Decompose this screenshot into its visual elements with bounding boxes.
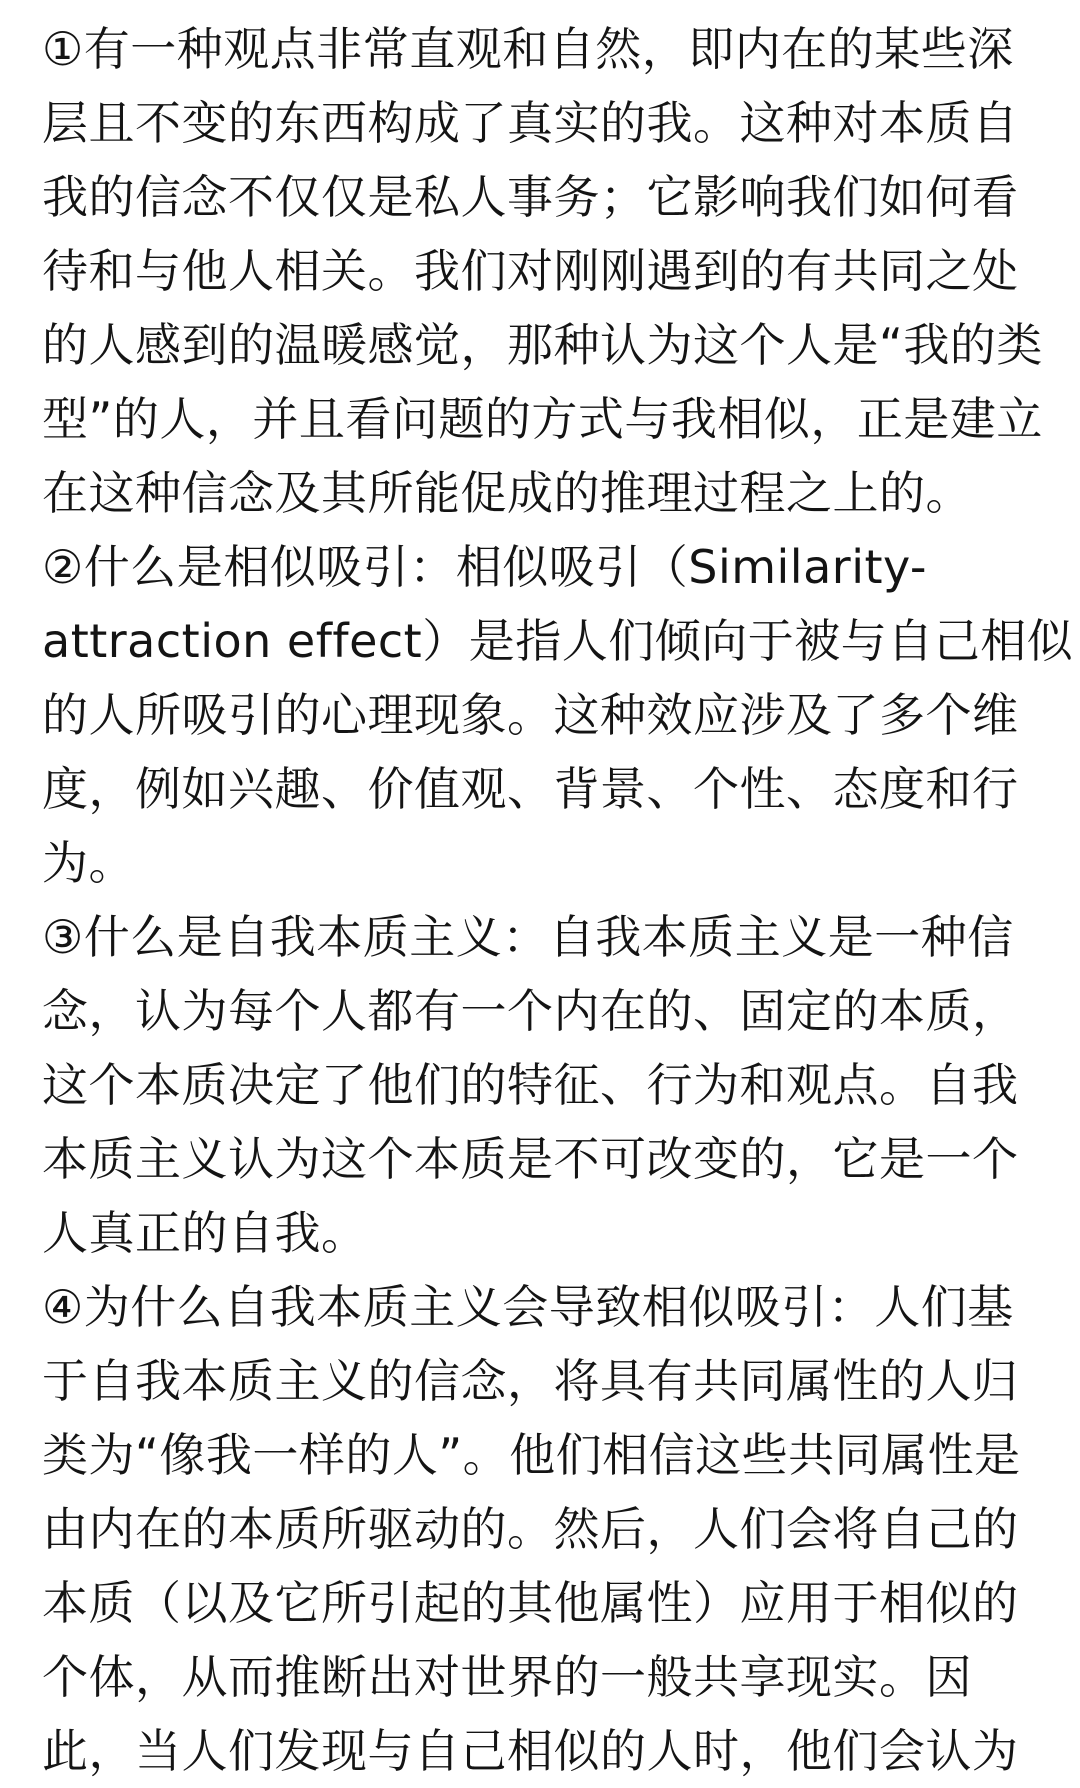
text-line: 待和与他人相关。我们对刚刚遇到的有共同之处 — [42, 244, 1019, 298]
article-text — [42, 12, 1074, 1788]
text-line: 的人感到的温暖感觉，那种认为这个人是“我的类 — [42, 318, 1043, 372]
text-line: attraction effect）是指人们倾向于被与自己相似 — [42, 614, 1074, 668]
text-line: ③什么是自我本质主义：自我本质主义是一种信 — [42, 910, 1014, 964]
text-line: 于自我本质主义的信念，将具有共同属性的人归 — [42, 1354, 1019, 1408]
text-line: 我的信念不仅仅是私人事务；它影响我们如何看 — [42, 170, 1019, 224]
text-line: 类为“像我一样的人”。他们相信这些共同属性是 — [42, 1428, 1021, 1482]
text-line: 念，认为每个人都有一个内在的、固定的本质， — [42, 984, 1019, 1038]
text-line: 在这种信念及其所能促成的推理过程之上的。 — [42, 466, 972, 520]
text-line: ②什么是相似吸引：相似吸引（Similarity- — [42, 540, 928, 594]
text-line: 度，例如兴趣、价值观、背景、个性、态度和行 — [42, 762, 1019, 816]
text-line: ①有一种观点非常直观和自然，即内在的某些深 — [42, 22, 1014, 76]
text-line: 的人所吸引的心理现象。这种效应涉及了多个维 — [42, 688, 1019, 742]
text-line: 型”的人，并且看问题的方式与我相似，正是建立 — [42, 392, 1043, 446]
text-line: 本质（以及它所引起的其他属性）应用于相似的 — [42, 1576, 1019, 1630]
text-line: 这个本质决定了他们的特征、行为和观点。自我 — [42, 1058, 1019, 1112]
text-line: ④为什么自我本质主义会导致相似吸引：人们基 — [42, 1280, 1014, 1334]
text-line: 由内在的本质所驱动的。然后，人们会将自己的 — [42, 1502, 1019, 1556]
text-line: 人真正的自我。 — [42, 1206, 368, 1260]
text-line: 个体，从而推断出对世界的一般共享现实。因 — [42, 1650, 972, 1704]
text-line: 为。 — [42, 836, 135, 890]
text-line: 层且不变的东西构成了真实的我。这种对本质自 — [42, 96, 1019, 150]
text-line: 本质主义认为这个本质是不可改变的，它是一个 — [42, 1132, 1019, 1186]
text-line: 此，当人们发现与自己相似的人时，他们会认为 — [42, 1724, 1019, 1778]
